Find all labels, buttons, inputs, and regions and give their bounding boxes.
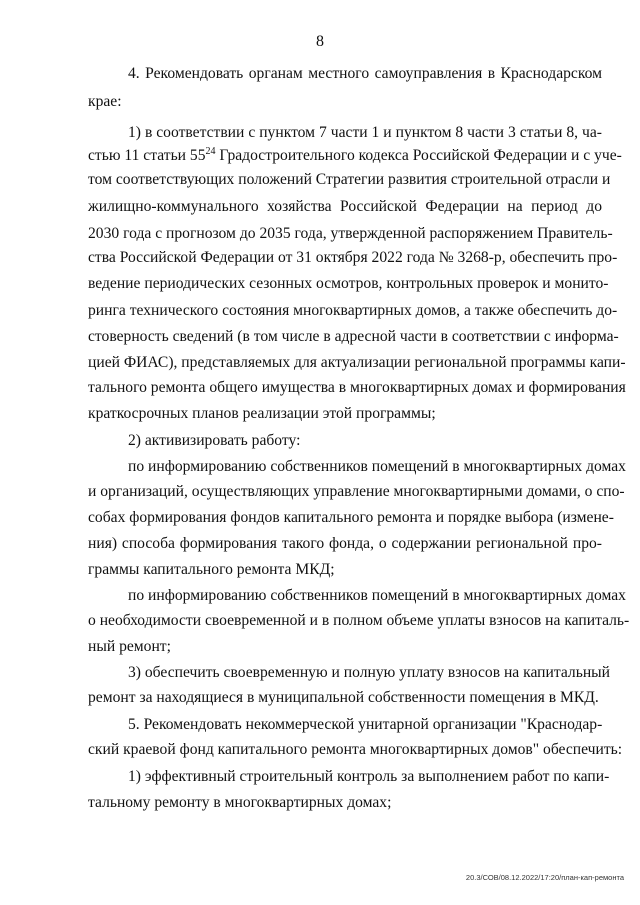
item-1-line: ринга технического состояния многоквартирных домов, а также обеспечить до- [88,302,618,319]
item-2-line: 2) активизировать работу: [128,432,301,449]
page-number: 8 [316,33,324,50]
item-1-line: жилищно-коммунального хозяйства Российской Федерации на период до [88,198,602,215]
item-1-line: 2030 года с прогнозом до 2035 года, утвержденной распоряжением Правитель- [88,225,613,242]
text-fragment: стью 11 статьи 55 [88,147,206,164]
item-1-line: ведение периодических сезонных осмотров, контрольных проверок и монито- [88,275,609,292]
item-3-line: ремонт за находящиеся в муниципальной собственности помещения в МКД. [88,689,599,706]
item-2-line: граммы капитального ремонта МКД; [88,561,335,578]
item-1-line: краткосрочных планов реализации этой программы; [88,405,436,422]
item-1-line: ства Российской Федерации от 31 октября 2022 года № 3268-р, обеспечить про- [88,249,618,266]
item-2-line: и организаций, осуществляющих управление многоквартирными домами, о спо- [88,483,625,500]
item-1-line: стоверность сведений (в том числе в адресной части в соответствии с информа- [88,328,619,345]
item-1-line: цией ФИАС), представляемых для актуализации региональной программы капи- [88,354,626,371]
item-2-line: по информированию собственников помещений в многоквартирных домах [128,587,626,604]
item-3-line: 3) обеспечить своевременную и полную уплату взносов на капитальный [128,664,610,681]
superscript: 24 [205,146,216,157]
footer-reference: 20.3/СОВ/08.12.2022/17:20/план-кап-ремонта [465,873,624,882]
item-1-line: 1) в соответствии с пунктом 7 части 1 и пунктом 8 части 3 статьи 8, ча- [128,124,602,141]
item-2-line: собах формирования фондов капитального ремонта и порядке выбора (измене- [88,509,614,526]
item-2-line: по информированию собственников помещений в многоквартирных домах [128,458,626,475]
paragraph-4-line: крае: [88,93,122,110]
paragraph-5-item-line: тальному ремонту в многоквартирных домах; [88,794,392,811]
paragraph-5-line: ский краевой фонд капитального ремонта многоквартирных домов" обеспечить: [88,741,623,758]
paragraph-4-line: 4. Рекомендовать органам местного самоуправления в Краснодарском [128,65,602,82]
text-fragment: Градостроительного кодекса Российской Федерации и с уче- [215,147,622,164]
item-2-line: о необходимости своевременной и в полном объеме уплаты взносов на капиталь- [88,612,630,629]
item-2-line: ный ремонт; [88,638,171,655]
paragraph-5-item-line: 1) эффективный строительный контроль за выполнением работ по капи- [128,768,610,785]
paragraph-5-line: 5. Рекомендовать некоммерческой унитарной организации "Краснодар- [128,716,603,733]
item-1-line: тального ремонта общего имущества в многоквартирных домах и формирования [88,379,626,396]
item-1-line: том соответствующих положений Стратегии развития строительной отрасли и [88,171,611,188]
item-1-line [88,146,622,166]
item-2-line: ния) способа формирования такого фонда, о содержании региональной про- [88,535,602,552]
